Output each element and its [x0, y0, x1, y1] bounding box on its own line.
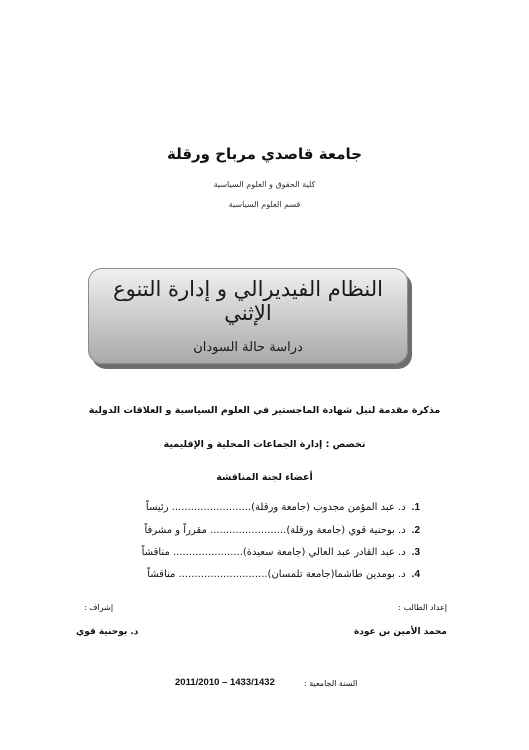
academic-year-value: 2011/2010 – 1433/1432 [175, 677, 275, 688]
thesis-subtitle: دراسة حالة السودان [193, 340, 303, 355]
department-name: قسم العلوم السياسية [228, 200, 301, 209]
degree-note: مذكرة مقدمة لنيل شهادة الماجستير في العلوم السياسية و العلاقات الدولية [88, 405, 441, 416]
member-text: د. عبد المؤمن مجدوب (جامعة ورقلة)......................... رئيساً [145, 502, 406, 513]
supervisor-name: د. بوحنية قوي [76, 627, 139, 637]
academic-year-label: السنة الجامعية : [304, 679, 358, 688]
member-number: 1. [411, 502, 420, 513]
committee-member [0, 569, 420, 580]
university-name: جامعة قاصدي مرباح ورقلة [166, 145, 362, 163]
committee-member [0, 525, 420, 536]
thesis-title: النظام الفيديرالي و إدارة التنوع الإثني [113, 277, 383, 325]
member-number: 4. [411, 569, 420, 580]
student-name: محمد الأمين بن عودة [353, 627, 447, 637]
member-number: 2. [411, 525, 420, 536]
faculty-name: كلية الحقوق و العلوم السياسية [213, 180, 316, 189]
member-text: د. عبد القادر عبد العالي (جامعة سعيدة)...................... مناقشاً [141, 547, 406, 558]
committee-heading: أعضاء لجنة المناقشة [216, 472, 313, 483]
preparation-label: إعداد الطالب : [398, 603, 447, 612]
member-text: د. بومدين طاشما(جامعة تلمسان)............................ مناقشاً [147, 569, 406, 580]
member-number: 3. [411, 547, 420, 558]
supervision-label: إشراف : [84, 603, 114, 612]
member-text: د. بوحنية قوي (جامعة ورقلة)........................ مقرراً و مشرفاً [144, 525, 406, 536]
specialty-line: تخصص : إدارة الجماعات المحلية و الإقليمية [163, 439, 366, 450]
committee-member [0, 547, 420, 558]
committee-member [0, 502, 420, 513]
